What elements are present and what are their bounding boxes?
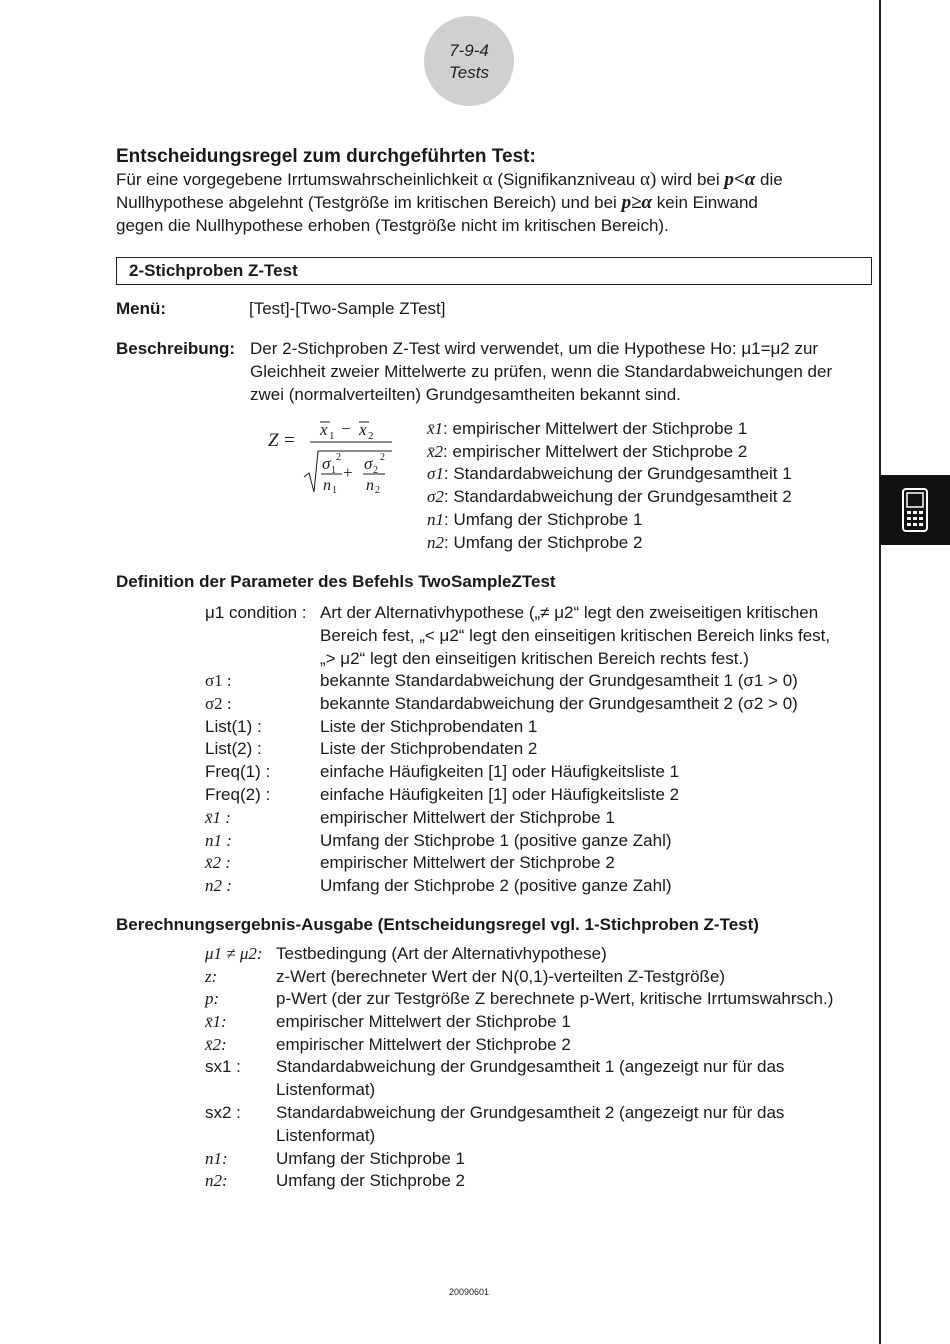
svg-text:n: n bbox=[366, 477, 374, 494]
svg-text:x: x bbox=[359, 420, 367, 439]
description-line-3: zwei (normalverteilten) Grundgesamtheiten bekannt sind. bbox=[250, 385, 681, 404]
svg-text:−: − bbox=[341, 419, 351, 438]
result-value: Umfang der Stichprobe 2 bbox=[276, 1171, 465, 1190]
svg-text:2: 2 bbox=[373, 465, 378, 476]
legend-row: x̄2: empirischer Mittelwert der Stichprobe 2 bbox=[427, 442, 748, 461]
svg-text:n: n bbox=[323, 477, 331, 494]
param-value: empirischer Mittelwert der Stichprobe 2 bbox=[320, 853, 615, 872]
param-value: Art der Alternativhypothese („≠ μ2“ legt den zweiseitigen kritischen bbox=[320, 603, 819, 622]
result-key: sx1 : bbox=[205, 1057, 241, 1076]
svg-text:1: 1 bbox=[332, 485, 337, 496]
param-value: Umfang der Stichprobe 1 (positive ganze Zahl) bbox=[320, 831, 672, 850]
result-key: x̄1: bbox=[205, 1012, 227, 1031]
param-value: einfache Häufigkeiten [1] oder Häufigkeitsliste 2 bbox=[320, 785, 680, 804]
footer-code: 20090601 bbox=[448, 1287, 490, 1297]
result-key: x̄2: bbox=[205, 1035, 227, 1054]
param-value: Liste der Stichprobendaten 1 bbox=[320, 717, 538, 736]
param-key: n1 : bbox=[205, 831, 232, 850]
decision-line-1: Für eine vorgegebene Irrtumswahrscheinlichkeit α (Signifikanzniveau α) wird bei p<α die bbox=[116, 169, 783, 190]
result-key: p: bbox=[205, 989, 220, 1008]
z-test-formula bbox=[268, 415, 398, 499]
result-value: Umfang der Stichprobe 1 bbox=[276, 1149, 465, 1168]
description-label: Beschreibung: bbox=[116, 339, 236, 358]
svg-text:2: 2 bbox=[380, 452, 385, 463]
param-key: List(2) : bbox=[205, 739, 262, 758]
param-key: μ1 condition : bbox=[205, 603, 307, 622]
result-value-cont: Listenformat) bbox=[276, 1126, 376, 1145]
description-line-2: Gleichheit zweier Mittelwerte zu prüfen, wenn die Standardabweichungen der bbox=[250, 362, 833, 381]
param-key: σ2 : bbox=[205, 694, 232, 713]
decision-rule-text bbox=[116, 168, 860, 237]
param-value: empirischer Mittelwert der Stichprobe 1 bbox=[320, 808, 615, 827]
svg-text:x: x bbox=[320, 420, 328, 439]
result-value: Standardabweichung der Grundgesamtheit 1 (angezeigt nur für das bbox=[276, 1057, 785, 1076]
svg-text:1: 1 bbox=[329, 430, 335, 442]
svg-text:=: = bbox=[284, 430, 295, 451]
param-key: σ1 : bbox=[205, 671, 232, 690]
result-value: Standardabweichung der Grundgesamtheit 2 (angezeigt nur für das bbox=[276, 1103, 785, 1122]
param-value: bekannte Standardabweichung der Grundgesamtheit 2 (σ2 > 0) bbox=[320, 694, 798, 713]
result-key: sx2 : bbox=[205, 1103, 241, 1122]
result-value: empirischer Mittelwert der Stichprobe 2 bbox=[276, 1035, 571, 1054]
svg-text:σ: σ bbox=[322, 454, 331, 473]
legend-row: x̄1: empirischer Mittelwert der Stichprobe 1 bbox=[427, 419, 748, 438]
param-key: x̄1 : bbox=[205, 808, 231, 827]
param-value: Liste der Stichprobendaten 2 bbox=[320, 739, 538, 758]
section-title: 2-Stichproben Z-Test bbox=[129, 261, 298, 280]
legend-row: σ2: Standardabweichung der Grundgesamtheit 2 bbox=[427, 487, 792, 506]
result-value: empirischer Mittelwert der Stichprobe 1 bbox=[276, 1012, 571, 1031]
result-key: μ1 ≠ μ2: bbox=[205, 944, 263, 963]
page-chapter: Tests bbox=[448, 63, 489, 82]
result-value-cont: Listenformat) bbox=[276, 1080, 376, 1099]
results-heading: Berechnungsergebnis-Ausgabe (Entscheidungsregel vgl. 1-Stichproben Z-Test) bbox=[116, 915, 759, 934]
definition-heading: Definition der Parameter des Befehls TwoSampleZTest bbox=[116, 572, 556, 591]
svg-text:+: + bbox=[343, 463, 353, 482]
param-key: Freq(1) : bbox=[205, 762, 271, 781]
result-value: z-Wert (berechneter Wert der N(0,1)-verteilten Z-Testgröße) bbox=[276, 967, 726, 986]
svg-text:σ: σ bbox=[364, 454, 373, 473]
svg-text:2: 2 bbox=[336, 452, 341, 463]
result-key: n1: bbox=[205, 1149, 228, 1168]
decision-line-2: Nullhypothese abgelehnt (Testgröße im kritischen Bereich) und bei p≥α kein Einwand bbox=[116, 192, 758, 213]
param-key: Freq(2) : bbox=[205, 785, 271, 804]
param-value: bekannte Standardabweichung der Grundgesamtheit 1 (σ1 > 0) bbox=[320, 671, 798, 690]
param-key: n2 : bbox=[205, 876, 232, 895]
result-value: Testbedingung (Art der Alternativhypothese) bbox=[276, 944, 607, 963]
menu-path: [Test]-[Two-Sample ZTest] bbox=[249, 299, 446, 318]
result-key: z: bbox=[205, 967, 218, 986]
section-title-box bbox=[116, 257, 872, 285]
menu-label: Menü: bbox=[116, 299, 167, 318]
param-key: List(1) : bbox=[205, 717, 262, 736]
result-key: n2: bbox=[205, 1171, 228, 1190]
legend-row: n1: Umfang der Stichprobe 1 bbox=[427, 510, 643, 529]
param-value: Umfang der Stichprobe 2 (positive ganze Zahl) bbox=[320, 876, 672, 895]
decision-rule-heading: Entscheidungsregel zum durchgeführten Test: bbox=[116, 146, 536, 167]
svg-text:2: 2 bbox=[375, 485, 380, 496]
margin-rule bbox=[879, 0, 881, 1344]
param-value: einfache Häufigkeiten [1] oder Häufigkeitsliste 1 bbox=[320, 762, 680, 781]
chapter-tab bbox=[880, 475, 950, 545]
svg-text:1: 1 bbox=[331, 465, 336, 476]
calculator-icon bbox=[902, 488, 928, 532]
page-number: 7-9-4 bbox=[449, 41, 489, 60]
param-key: x̄2 : bbox=[205, 853, 231, 872]
svg-text:Z: Z bbox=[268, 430, 279, 451]
page-number-badge bbox=[424, 16, 514, 106]
description-line-1: Der 2-Stichproben Z-Test wird verwendet, um die Hypothese Ho: μ1=μ2 zur bbox=[250, 339, 819, 358]
decision-line-3: gegen die Nullhypothese erhoben (Testgröße nicht im kritischen Bereich). bbox=[116, 216, 669, 235]
param-value: „> μ2“ legt den einseitigen kritischen Bereich rechts fest.) bbox=[320, 649, 749, 668]
legend-row: σ1: Standardabweichung der Grundgesamtheit 1 bbox=[427, 464, 792, 483]
param-value: Bereich fest, „< μ2“ legt den einseitigen kritischen Bereich links fest, bbox=[320, 626, 831, 645]
svg-text:2: 2 bbox=[368, 430, 374, 442]
result-value: p-Wert (der zur Testgröße Z berechnete p-Wert, kritische Irrtumswahrsch.) bbox=[276, 989, 834, 1008]
legend-row: n2: Umfang der Stichprobe 2 bbox=[427, 533, 643, 552]
